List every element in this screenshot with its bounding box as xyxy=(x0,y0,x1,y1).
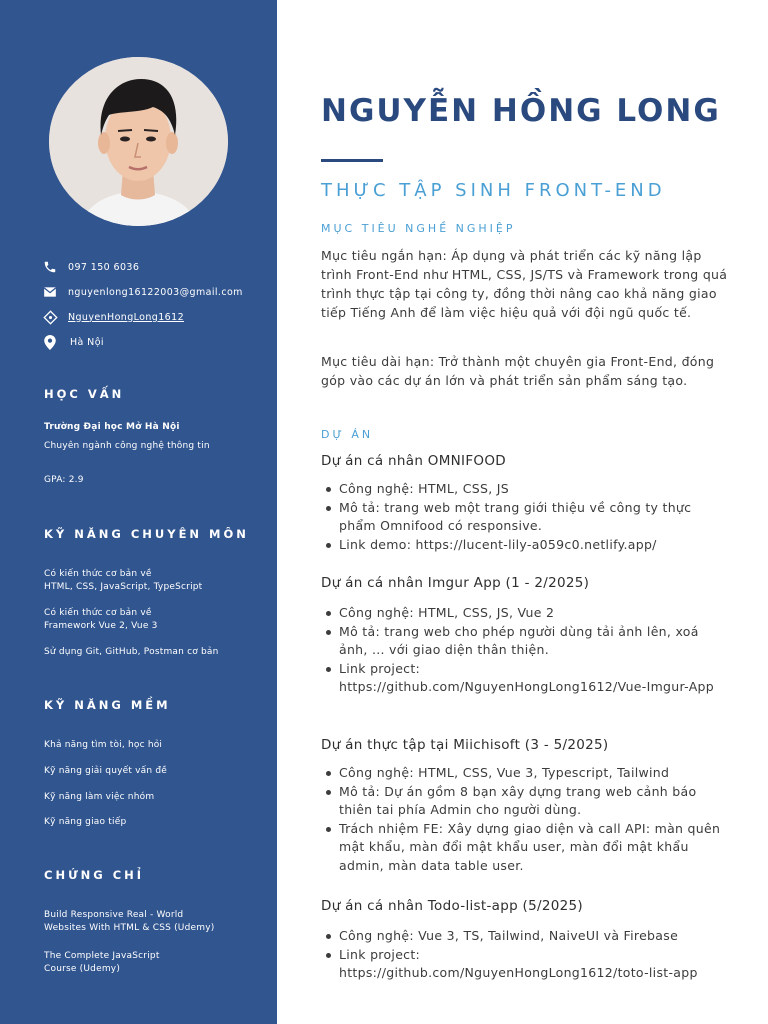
list-item: Link project: https://github.com/NguyenHongLong1612/Vue-Imgur-App xyxy=(321,660,731,697)
list-item: Link project: https://github.com/NguyenHongLong1612/toto-list-app xyxy=(321,946,731,983)
list-item: Công nghệ: HTML, CSS, Vue 3, Typescript, Tailwind xyxy=(321,764,731,783)
certificate-item: Build Responsive Real - World Websites With HTML & CSS (Udemy) xyxy=(44,910,215,933)
job-title: THỰC TẬP SINH FRONT-END xyxy=(321,180,666,201)
list-item: Link demo: https://lucent-lily-a059c0.netlify.app/ xyxy=(321,536,731,555)
hard-skills-heading: KỸ NĂNG CHUYÊN MÔN xyxy=(44,527,249,541)
hard-skill-item: Có kiến thức cơ bản về HTML, CSS, JavaScript, TypeScript xyxy=(44,569,203,592)
contact-github xyxy=(42,309,184,325)
phone-icon xyxy=(42,259,58,275)
list-item: Công nghệ: HTML, CSS, JS, Vue 2 xyxy=(321,604,731,623)
envelope-icon xyxy=(42,284,58,300)
short-term-objective: Mục tiêu ngắn hạn: Áp dụng và phát triển các kỹ năng lập trình Front-End như HTML, CSS, JS/TS và Framework trong quá trình thực tập tại công ty, đồng thời nâng cao khả năng giao tiếp Tiếng Anh để làm việc hiệu quả với đội ngũ quốc tế. xyxy=(321,248,728,320)
soft-skill-item: Kỹ năng giao tiếp xyxy=(44,817,127,827)
project-details xyxy=(321,764,731,875)
profile-photo xyxy=(49,57,228,226)
email-address[interactable]: nguyenlong16122003@gmail.com xyxy=(68,286,243,298)
location-text: Hà Nội xyxy=(70,336,104,348)
project-details xyxy=(321,480,731,554)
long-term-objective: Mục tiêu dài hạn: Trở thành một chuyên gia Front-End, đóng góp vào các dự án lớn và phát triển sản phẩm sáng tạo. xyxy=(321,354,715,388)
project-title: Dự án cá nhân Imgur App (1 - 2/2025) xyxy=(321,575,590,591)
soft-skill-item: Kỹ năng làm việc nhóm xyxy=(44,792,155,802)
school-name: Trường Đại học Mở Hà Nội xyxy=(44,422,180,432)
list-item: Mô tả: Dự án gồm 8 bạn xây dựng trang web cảnh báo thiên tai phía Admin cho người dùng. xyxy=(321,783,731,820)
list-item: Trách nhiệm FE: Xây dựng giao diện và call API: màn quên mật khẩu, màn đổi mật khẩu user, màn đổi mật khẩu admin, màn data table user. xyxy=(321,820,731,876)
name-divider xyxy=(321,159,383,162)
list-item: Công nghệ: HTML, CSS, JS xyxy=(321,480,731,499)
certificates-heading: CHỨNG CHỈ xyxy=(44,868,145,882)
tag-link-icon xyxy=(42,309,58,325)
contact-phone xyxy=(42,259,139,275)
sidebar xyxy=(0,0,277,1024)
soft-skill-item: Khả năng tìm tòi, học hỏi xyxy=(44,740,163,750)
phone-number: 097 150 6036 xyxy=(68,261,140,273)
major-text: Chuyên ngành công nghệ thông tin xyxy=(44,441,210,451)
map-pin-icon xyxy=(42,334,58,350)
project-title: Dự án cá nhân OMNIFOOD xyxy=(321,453,506,469)
certificate-item: The Complete JavaScript Course (Udemy) xyxy=(44,951,160,974)
list-item: Công nghệ: Vue 3, TS, Tailwind, NaiveUI và Firebase xyxy=(321,927,731,946)
objective-heading: MỤC TIÊU NGHỀ NGHIỆP xyxy=(321,222,516,235)
project-details xyxy=(321,604,731,697)
contact-location xyxy=(42,334,104,350)
hard-skill-item: Sử dụng Git, GitHub, Postman cơ bản xyxy=(44,647,219,657)
gpa-text: GPA: 2.9 xyxy=(44,475,84,485)
soft-skill-item: Kỹ năng giải quyết vấn đề xyxy=(44,766,168,776)
education-heading: HỌC VẤN xyxy=(44,387,125,401)
main-content xyxy=(277,0,768,1024)
list-item: Mô tả: trang web một trang giới thiệu về công ty thực phẩm Omnifood có responsive. xyxy=(321,499,731,536)
project-title: Dự án cá nhân Todo-list-app (5/2025) xyxy=(321,898,583,914)
project-title: Dự án thực tập tại Miichisoft (3 - 5/2025) xyxy=(321,737,609,753)
github-link[interactable]: NguyenHongLong1612 xyxy=(68,311,185,323)
list-item: Mô tả: trang web cho phép người dùng tải ảnh lên, xoá ảnh, ... với giao diện thân thiện. xyxy=(321,623,731,660)
soft-skills-heading: KỸ NĂNG MỀM xyxy=(44,698,171,712)
projects-heading: DỰ ÁN xyxy=(321,428,374,441)
contact-email xyxy=(42,284,243,300)
candidate-name: NGUYỄN HỒNG LONG xyxy=(321,93,721,129)
hard-skill-item: Có kiến thức cơ bản về Framework Vue 2, Vue 3 xyxy=(44,608,158,631)
project-details xyxy=(321,927,731,983)
